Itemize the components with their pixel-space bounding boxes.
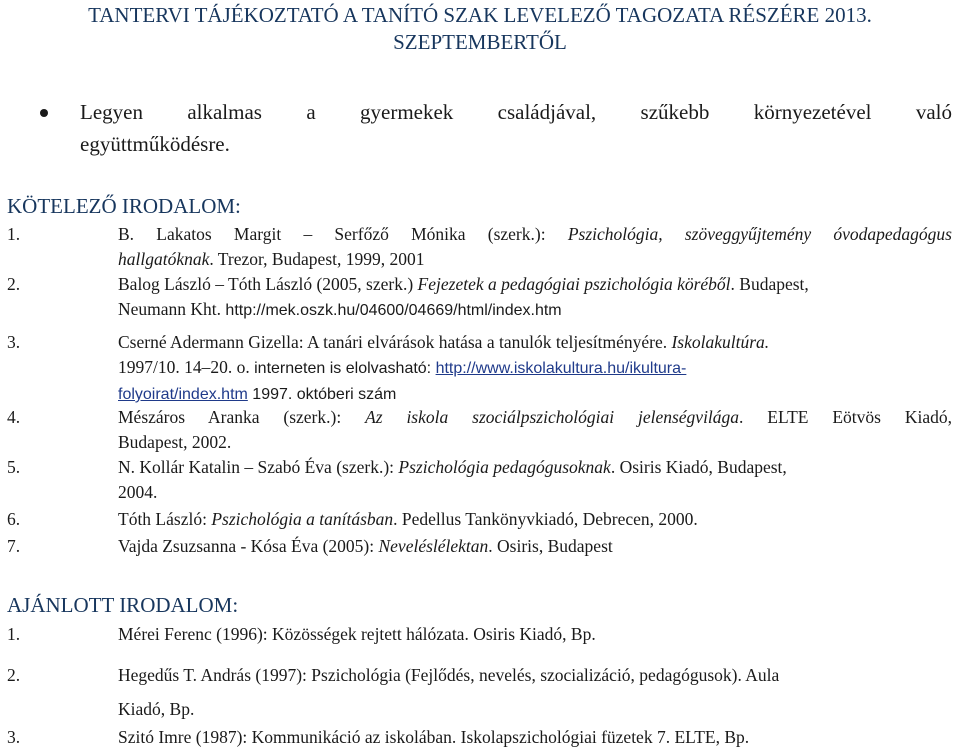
mandatory-item-1 [7, 222, 952, 272]
item-number: 5. [7, 457, 21, 477]
item-publisher: . Osiris, Budapest [488, 536, 613, 556]
item-authors: N. Kollár Katalin – Szabó Éva (szerk.): [118, 457, 399, 477]
item-number: 1. [7, 624, 21, 644]
item-issue: 1997/10. 14–20. o. [118, 357, 255, 377]
item-authors: Vajda Zsuzsanna - Kósa Éva (2005): [118, 536, 379, 556]
mandatory-item-5 [7, 455, 952, 505]
item-authors: Cserné Adermann Gizella: A tanári elvárások hatása a tanulók teljesítményére. [118, 332, 672, 352]
item-title: Fejezetek a pedagógiai pszichológia köréből [417, 274, 731, 294]
bullet-line-1: Legyen alkalmas a gyermekek családjával, szűkebb környezetével való [80, 100, 952, 124]
item-issue-note: 1997. októberi szám [247, 386, 397, 403]
item-year: 2004. [118, 482, 158, 502]
mandatory-item-7 [7, 534, 952, 559]
bullet-item [40, 96, 952, 160]
item-publisher: . Pedellus Tankönyvkiadó, Debrecen, 2000. [393, 509, 698, 529]
item-link-part-2[interactable]: folyoirat/index.htm [118, 386, 248, 403]
mandatory-item-2 [7, 272, 952, 323]
item-number: 2. [7, 665, 21, 685]
item-title-cont: hallgatóknak [118, 249, 210, 269]
bullet-line-2: együttműködésre. [80, 132, 230, 156]
item-link-part-1[interactable]: http://www.iskolakultura.hu/ikultura- [435, 360, 687, 377]
item-authors: Mészáros Aranka (szerk.): [118, 407, 366, 427]
item-place: . Budapest, [730, 274, 809, 294]
item-number: 6. [7, 509, 21, 529]
item-number: 7. [7, 536, 21, 556]
item-number: 3. [7, 727, 21, 747]
item-title: Az iskola szociálpszichológiai jelenségvilága [365, 407, 740, 427]
item-online-note: interneten is elolvasható: [254, 360, 436, 377]
item-publisher: . ELTE Eötvös Kiadó, [739, 407, 952, 427]
item-authors: B. Lakatos Margit – Serfőző Mónika (szerk.): [118, 224, 568, 244]
item-title: Pszichológia a tanításban [211, 509, 394, 529]
mandatory-item-4 [7, 405, 952, 455]
item-text: Mérei Ferenc (1996): Közösségek rejtett hálózata. Osiris Kiadó, Bp. [118, 624, 596, 644]
item-publisher: . Osiris Kiadó, Budapest, [610, 457, 787, 477]
mandatory-item-6 [7, 507, 952, 532]
item-journal: Iskolakultúra. [671, 332, 770, 352]
item-number: 2. [7, 274, 21, 294]
item-authors: Balog László – Tóth László (2005, szerk.) [118, 274, 418, 294]
item-number: 1. [7, 224, 21, 244]
recommended-literature-title: AJÁNLOTT IRODALOM: [7, 593, 239, 617]
item-authors: Tóth László: [118, 509, 212, 529]
document-header [0, 2, 960, 56]
item-text-line-2: Kiadó, Bp. [118, 699, 195, 719]
recommended-item-3 [7, 725, 952, 750]
item-title: Neveléslélektan [378, 536, 489, 556]
recommended-item-1 [7, 622, 952, 647]
item-title: Pszichológia pedagógusoknak [398, 457, 611, 477]
mandatory-literature-title: KÖTELEZŐ IRODALOM: [7, 194, 241, 218]
header-line-1: TANTERVI TÁJÉKOZTATÓ A TANÍTÓ SZAK LEVELEZŐ TAGOZATA RÉSZÉRE 2013. [88, 3, 872, 27]
item-url[interactable]: http://mek.oszk.hu/04600/04669/html/index.htm [225, 302, 562, 319]
item-publisher: . Trezor, Budapest, 1999, 2001 [209, 249, 425, 269]
item-text-line-1: Hegedűs T. András (1997): Pszichológia (Fejlődés, nevelés, szocializáció, pedagógusok). Aula [118, 665, 780, 685]
item-title: Pszichológia, szöveggyűjtemény óvodapedagógus [567, 224, 952, 244]
item-place: Budapest, 2002. [118, 432, 232, 452]
item-text: Szitó Imre (1987): Kommunikáció az iskolában. Iskolapszichológiai füzetek 7. ELTE, Bp. [118, 727, 750, 747]
item-number: 3. [7, 332, 21, 352]
item-number: 4. [7, 407, 21, 427]
header-line-2: SZEPTEMBERTŐL [393, 30, 567, 54]
mandatory-item-3 [7, 330, 952, 407]
recommended-item-2 [7, 658, 952, 726]
bullet-dot-icon [40, 109, 48, 117]
item-publisher: Neumann Kht. [118, 299, 226, 319]
